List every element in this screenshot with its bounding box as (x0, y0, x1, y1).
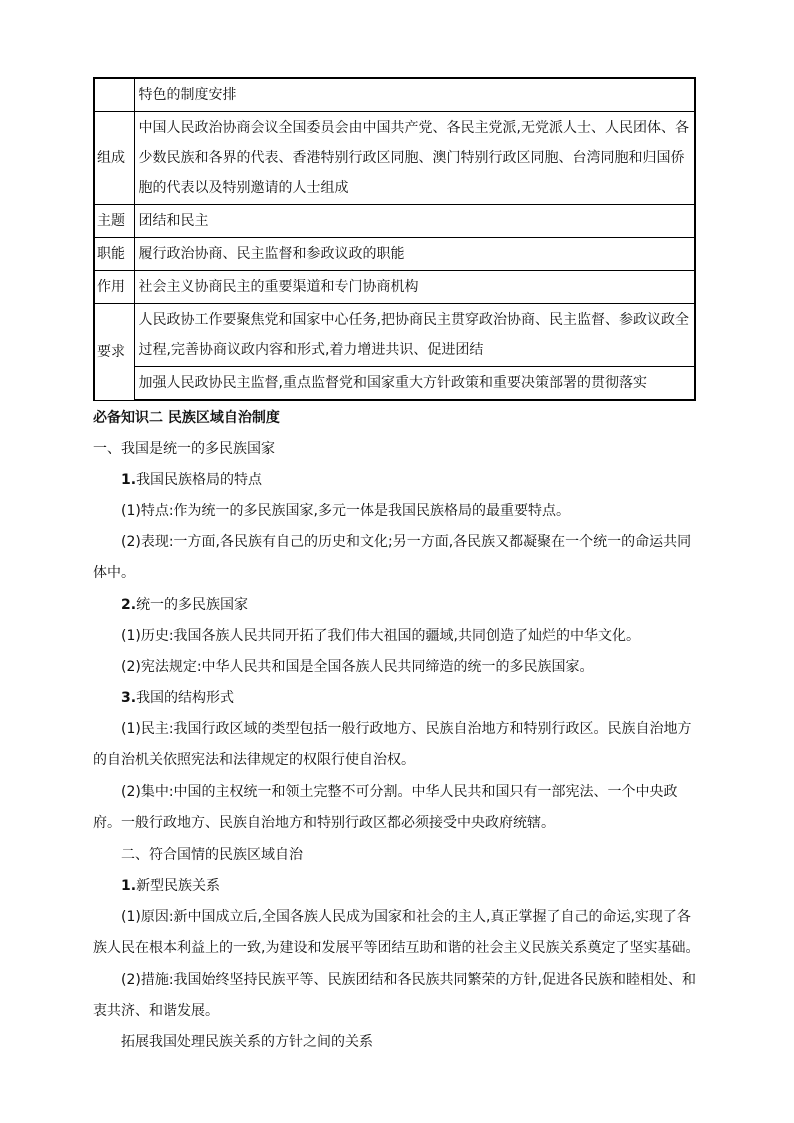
table-row (94, 112, 695, 205)
row-label: 主题 (94, 205, 134, 238)
paragraph: (2)宪法规定:中华人民共和国是全国各族人民共同缔造的统一的多民族国家。 (121, 659, 594, 675)
subsection-title (93, 465, 700, 496)
paragraph: (1)历史:我国各族人民共同开拓了我们伟大祖国的疆域,共同创造了灿烂的中华文化。 (121, 628, 640, 644)
paragraph: (1)原因:新中国成立后,全国各族人民成为国家和社会的主人,真正掌握了自己的命运,实现了各族人民在根本利益上的一致,为建设和发展平等团结互助和谐的社会主义民族关系奠定了坚实基础。 (93, 909, 700, 956)
paragraph: (1)特点:作为统一的多民族国家,多元一体是我国民族格局的最重要特点。 (121, 503, 570, 519)
row-label: 组成 (94, 112, 134, 205)
row-content: 人民政协工作要聚焦党和国家中心任务,把协商民主贯穿政治协商、民主监督、参政议政全过程,完善协商议政内容和形式,着力增进共识、促进团结 (134, 304, 695, 367)
section-heading: 必备知识二 民族区域自治制度 (93, 410, 280, 426)
row-label: 职能 (94, 238, 134, 271)
row-label: 要求 (94, 304, 134, 401)
extension-note: 拓展我国处理民族关系的方针之间的关系 (121, 1034, 373, 1050)
row-content: 中国人民政治协商会议全国委员会由中国共产党、各民主党派,无党派人士、人民团体、各少数民族和各界的代表、香港特别行政区同胞、澳门特别行政区同胞、台湾同胞和归国侨胞的代表以及特别邀请的人士组成 (134, 112, 695, 205)
subsection-title (93, 871, 700, 902)
row-label (94, 78, 134, 112)
subsection-title (93, 590, 700, 621)
paragraph: (2)措施:我国始终坚持民族平等、民族团结和各民族共同繁荣的方针,促进各民族和睦相处、和衷共济、和谐发展。 (93, 972, 696, 1019)
paragraph: (2)集中:中国的主权统一和领土完整不可分割。中华人民共和国只有一部宪法、一个中央政府。一般行政地方、民族自治地方和特别行政区都必须接受中央政府统辖。 (93, 784, 678, 831)
row-content: 特色的制度安排 (134, 78, 695, 112)
table-row (94, 205, 695, 238)
subsection-number: 2. (121, 597, 137, 613)
row-content: 团结和民主 (134, 205, 695, 238)
subsection-text: 统一的多民族国家 (136, 597, 249, 613)
table-row (94, 367, 695, 401)
subsection-text: 我国的结构形式 (136, 690, 235, 706)
subsection-text: 新型民族关系 (136, 878, 221, 894)
table-row (94, 238, 695, 271)
paragraph: (2)表现:一方面,各民族有自己的历史和文化;另一方面,各民族又都凝聚在一个统一的命运共同体中。 (93, 534, 692, 581)
row-content: 社会主义协商民主的重要渠道和专门协商机构 (134, 271, 695, 304)
row-content: 加强人民政协民主监督,重点监督党和国家重大方针政策和重要决策部署的贯彻落实 (134, 367, 695, 401)
subheading-1: 一、我国是统一的多民族国家 (93, 441, 275, 457)
row-label: 作用 (94, 271, 134, 304)
subsection-number: 3. (121, 690, 137, 706)
paragraph: (1)民主:我国行政区域的类型包括一般行政地方、民族自治地方和特别行政区。民族自治地方的自治机关依照宪法和法律规定的权限行使自治权。 (93, 721, 692, 768)
subsection-title (93, 683, 700, 714)
table-row (94, 304, 695, 367)
subsection-number: 1. (121, 878, 137, 894)
subheading-2: 二、符合国情的民族区域自治 (121, 847, 303, 863)
table-row (94, 78, 695, 112)
row-content: 履行政治协商、民主监督和参政议政的职能 (134, 238, 695, 271)
subsection-number: 1. (121, 472, 137, 488)
cppcc-info-table (93, 77, 696, 401)
subsection-text: 我国民族格局的特点 (136, 472, 263, 488)
table-row (94, 271, 695, 304)
